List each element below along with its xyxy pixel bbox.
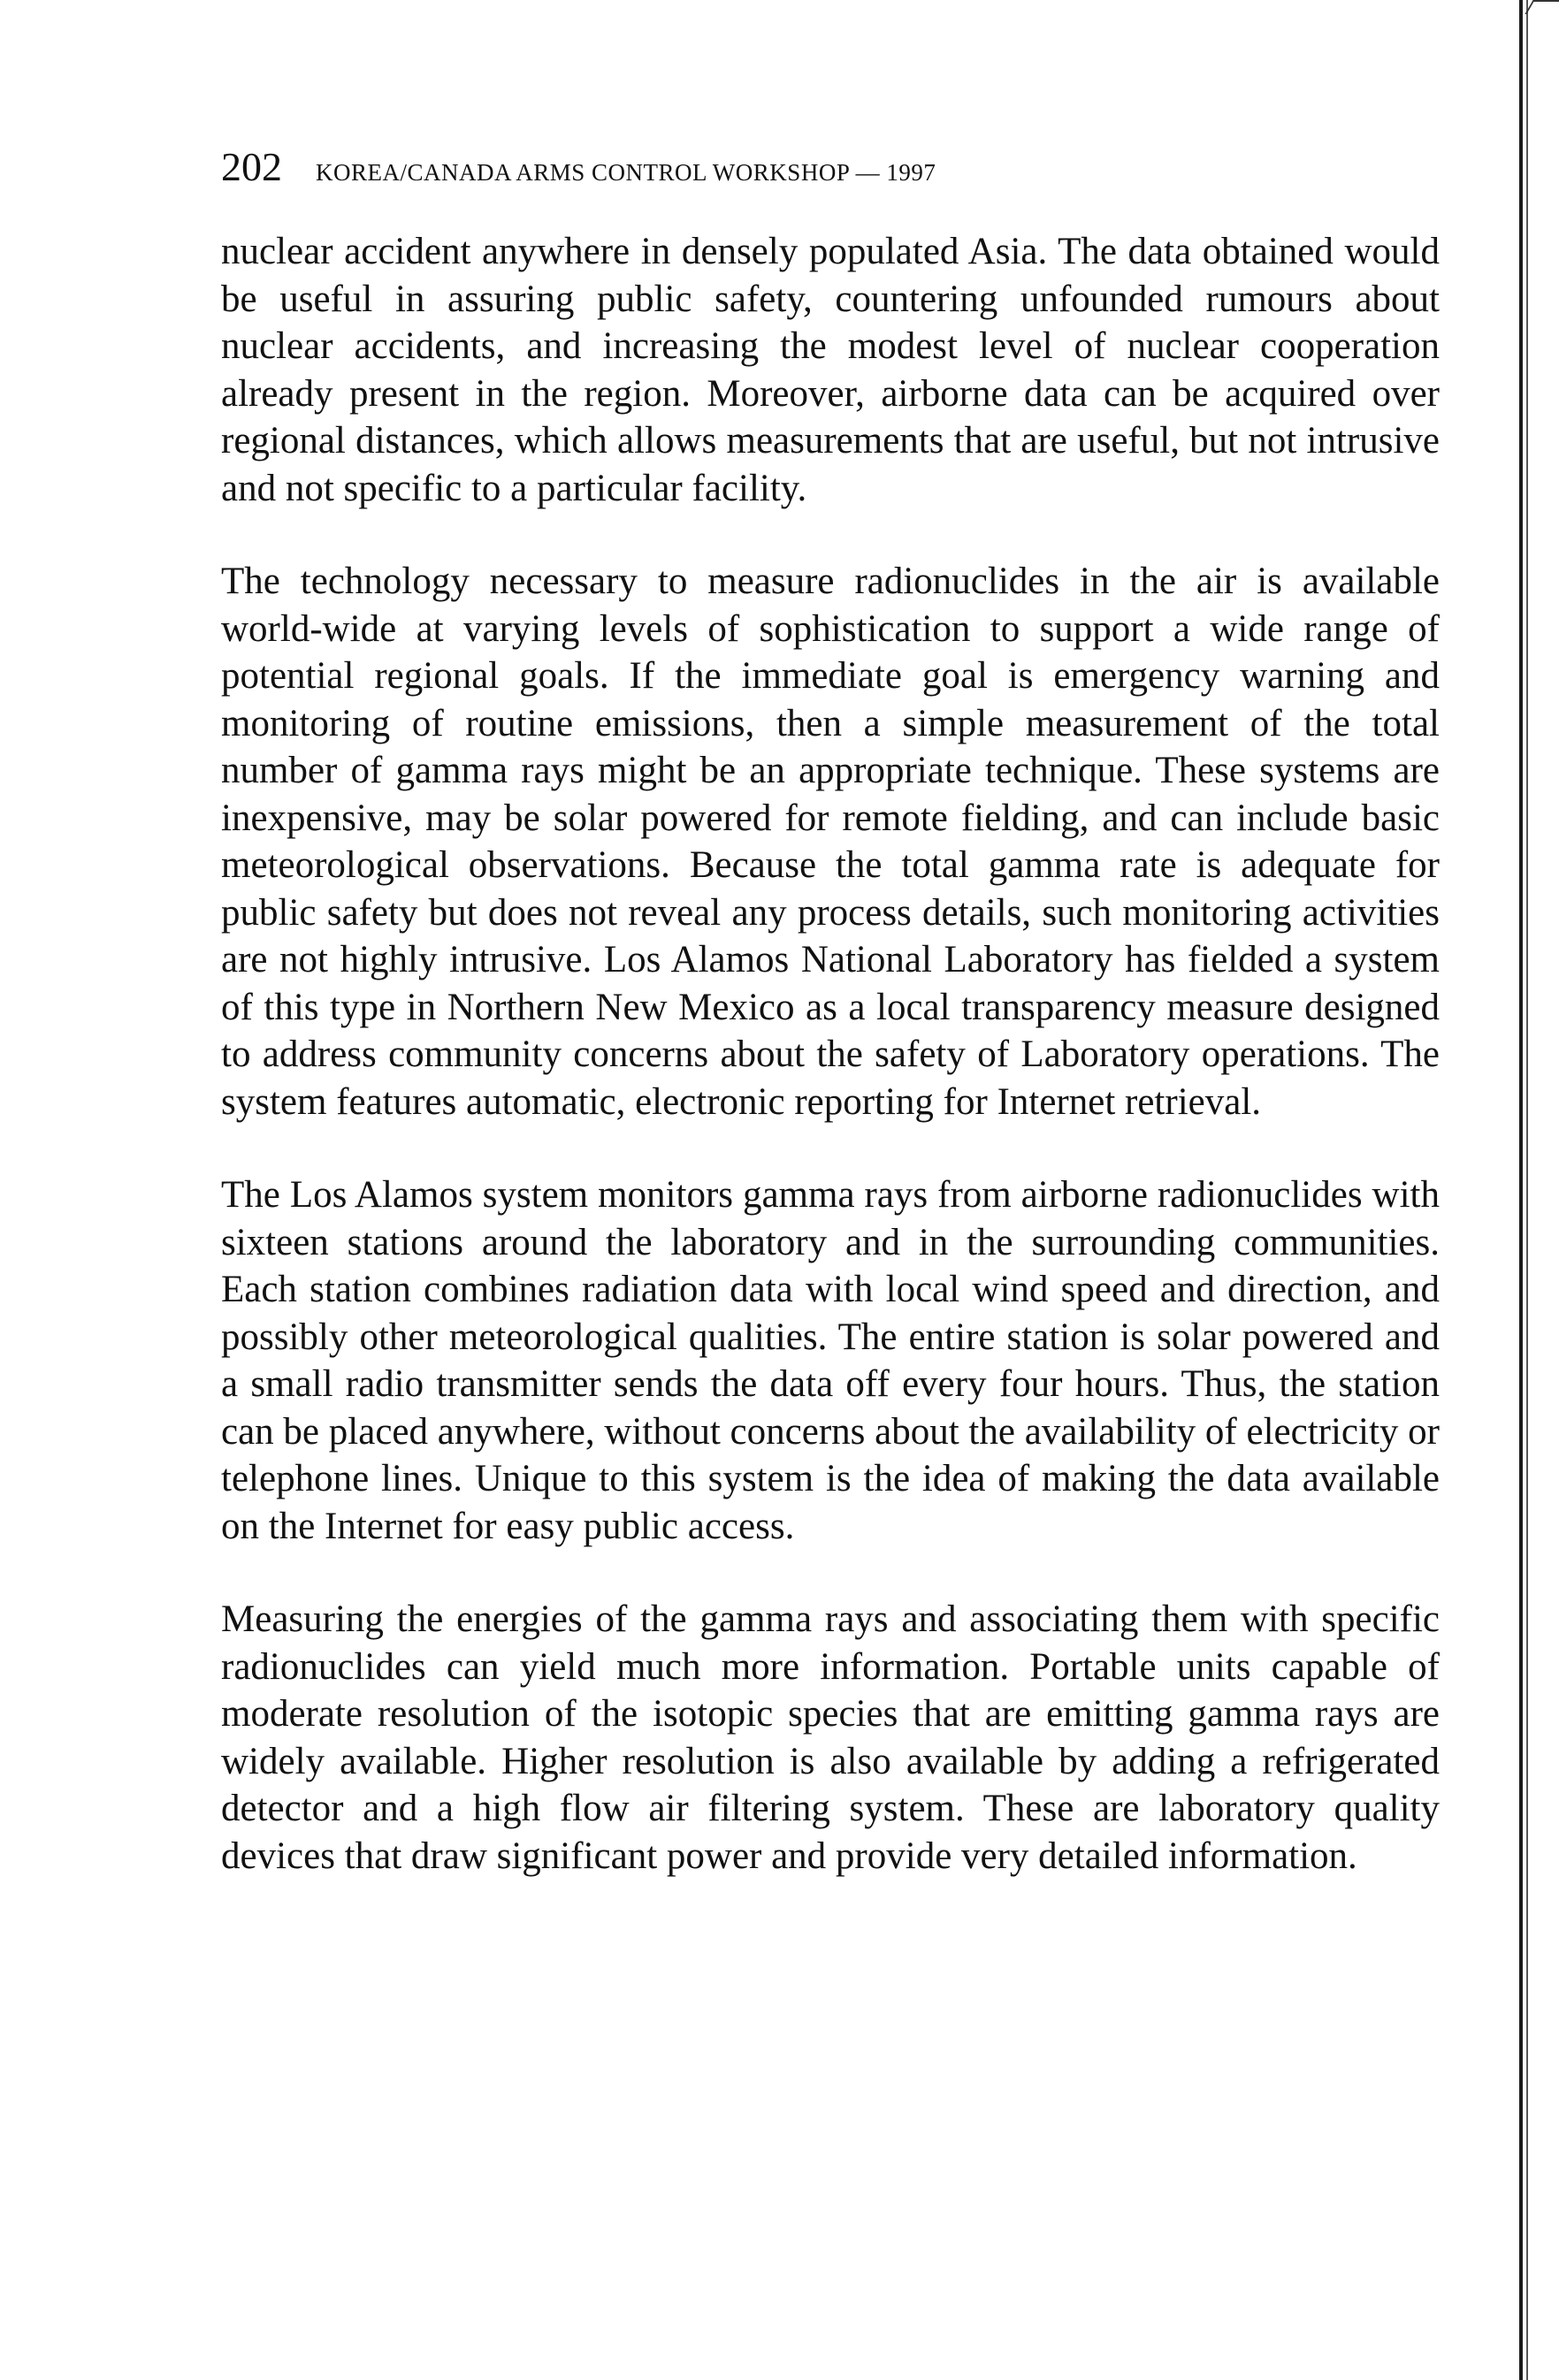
corner-mark bbox=[1525, 0, 1559, 14]
body-text bbox=[221, 228, 1440, 1926]
paragraph-1: nuclear accident anywhere in densely populated Asia. The data obtained would be useful in assuring public safety, countering unfounded rumours about nuclear accidents, and increasing the modest level of nuclear cooperation already present in the region. Moreover, airborne data can be acquired over regional distances, which allows measurements that are useful, but not intrusive and not specific to a particular facility. bbox=[221, 231, 1440, 509]
page-number: 202 bbox=[221, 144, 282, 189]
running-title: KOREA/CANADA ARMS CONTROL WORKSHOP — 1997 bbox=[316, 159, 936, 186]
page-header bbox=[221, 143, 936, 190]
paragraph-4: Measuring the energies of the gamma rays and associating them with specific radionuclides can yield much more information. Portable units capable of moderate resolution of the isotopic species that are emitting gamma rays are widely available. Higher resolution is also available by adding a refrigerated detector and a high flow air filtering system. These are laboratory quality devices that draw significant power and provide very detailed information. bbox=[221, 1598, 1440, 1877]
paragraph-2: The technology necessary to measure radionuclides in the air is available world-wide at varying levels of sophistication to support a wide range of potential regional goals. If the immediate goal is emergency warning and monitoring of routine emissions, then a simple measurement of the total number of gamma rays might be an appropriate technique. These systems are inexpensive, may be solar powered for remote fielding, and can include basic meteorological observations. Because the total gamma rate is adequate for public safety but does not reveal any process details, such monitoring activities are not highly intrusive. Los Alamos National Laboratory has fielded a system of this type in Northern New Mexico as a local transparency measure designed to address community concerns about the safety of Laboratory operations. The system features automatic, electronic reporting for Internet retrieval. bbox=[221, 561, 1440, 1123]
page-edge-rule-thin bbox=[1526, 0, 1528, 2380]
paragraph-3: The Los Alamos system monitors gamma rays from airborne radionuclides with sixteen stations around the laboratory and in the surrounding communities. Each station combines radiation data with local wind speed and direction, and possibly other meteorological qualities. The entire station is solar powered and a small radio transmitter sends the data off every four hours. Thus, the station can be placed anywhere, without concerns about the availability of electricity or telephone lines. Unique to this system is the idea of making the data available on the Internet for easy public access. bbox=[221, 1174, 1440, 1547]
page-edge-rule bbox=[1519, 0, 1523, 2380]
